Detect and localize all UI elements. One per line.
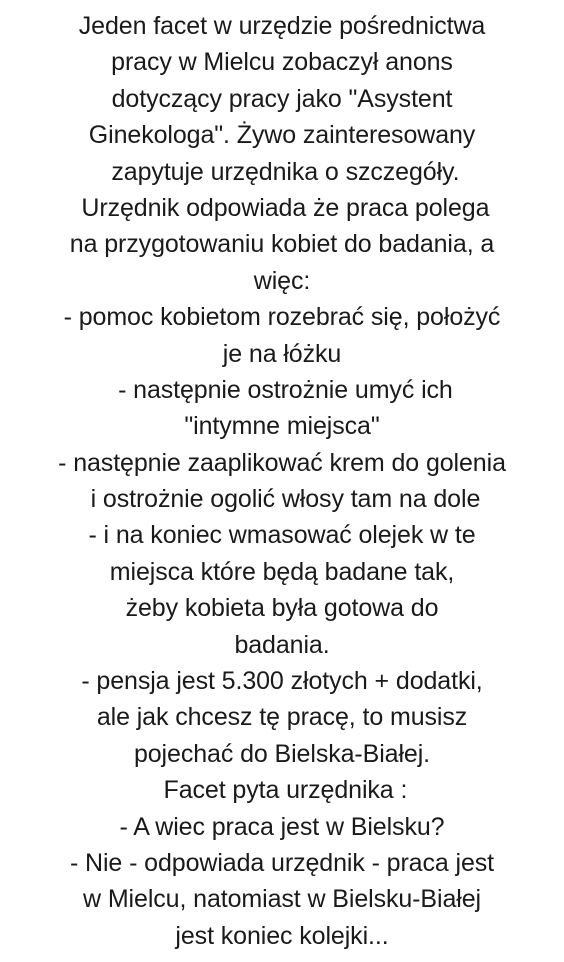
text-line: więc:: [253, 266, 311, 295]
text-line: Facet pyta urzędnika :: [156, 776, 408, 805]
text-line: je na łóżku: [222, 339, 342, 368]
text-line: pojechać do Bielska-Białej.: [133, 739, 431, 768]
text-line: - następnie zaaplikować krem do golenia: [58, 448, 506, 477]
text-line: żeby kobieta była gotowa do: [125, 594, 439, 623]
text-line: zapytuje urzędnika o szczegóły.: [104, 157, 460, 186]
text-line: Jeden facet w urzędzie pośrednictwa: [78, 12, 486, 40]
joke-text: [0, 8, 564, 954]
text-line: - następnie ostrożnie umyć ich: [111, 375, 453, 404]
text-line: - A wiec praca jest w Bielsku?: [119, 812, 445, 841]
text-line: badania.: [234, 630, 330, 659]
text-line: - pensja jest 5.300 złotych + dodatki,: [81, 667, 483, 696]
text-line: Urzędnik odpowiada że praca polega: [74, 193, 490, 222]
text-line: - i na koniec wmasować olejek w te: [88, 521, 476, 550]
text-line: pracy w Mielcu zobaczył anons: [111, 48, 453, 77]
text-line: - pomoc kobietom rozebrać się, położyć: [63, 303, 501, 332]
text-line: miejsca które będą badane tak,: [109, 557, 455, 586]
text-line: - Nie - odpowiada urzędnik - praca jest: [69, 848, 495, 877]
text-line: ale jak chcesz tę pracę, to musisz: [96, 703, 468, 732]
text-line: na przygotowaniu kobiet do badania, a: [69, 230, 495, 259]
text-line: Ginekologa". Żywo zainteresowany: [88, 121, 476, 150]
text-line: w Mielcu, natomiast w Bielsku-Białej: [83, 885, 481, 914]
text-line: dotyczący pracy jako "Asystent: [111, 84, 453, 113]
text-line: i ostrożnie ogolić włosy tam na dole: [83, 485, 481, 514]
text-line: "intymne miejsca": [184, 412, 380, 441]
text-line: jest koniec kolejki...: [175, 921, 389, 950]
